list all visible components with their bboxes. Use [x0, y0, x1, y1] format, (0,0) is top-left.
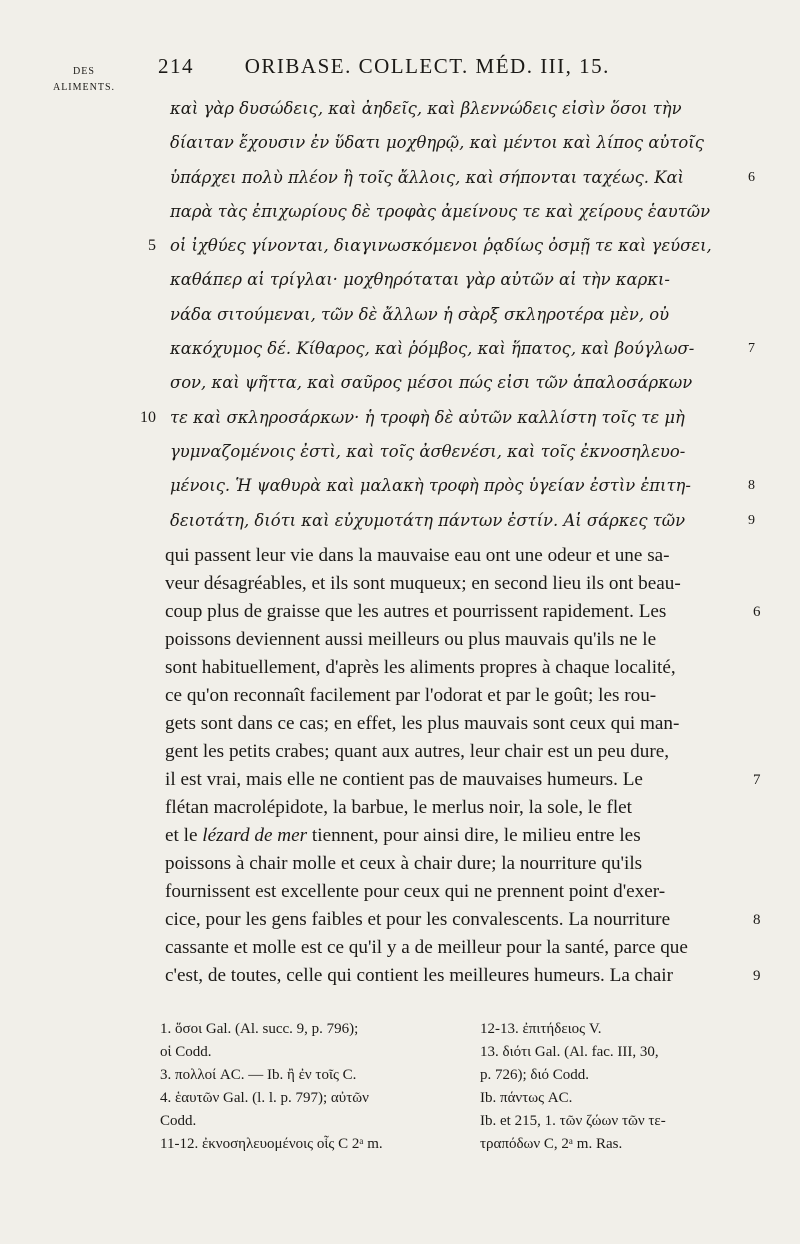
- french-line: [165, 878, 765, 906]
- french-line-text: il est vrai, mais elle ne contient pas de mauvaises humeurs. Le: [165, 769, 643, 790]
- greek-line: [170, 332, 760, 366]
- greek-line-text: οἱ ἰχθύες γίνονται, διαγινωσκόμενοι ῥᾳδίως ὀσμῇ τε καὶ γεύσει,: [170, 236, 712, 256]
- french-line: [165, 542, 765, 570]
- section-number: 8: [748, 478, 755, 494]
- running-title: ORIBASE. COLLECT. MÉD. III, 15.: [244, 54, 610, 78]
- french-line: [165, 654, 765, 682]
- section-number: 9: [748, 512, 755, 528]
- note-line: Ib. et 215, 1. τῶν ζώων τῶν τε-: [480, 1113, 666, 1129]
- section-number: 7: [748, 341, 755, 357]
- greek-line-text: ὑπάρχει πολὺ πλέον ἢ τοῖς ἄλλοις, καὶ σήπονται ταχέως. Καὶ: [170, 167, 684, 187]
- note-line: 4. ἑαυτῶν Gal. (l. l. p. 797); αὐτῶν: [160, 1090, 369, 1106]
- italic-term: lézard de mer: [202, 825, 308, 846]
- greek-line: [170, 504, 760, 538]
- margin-note-line: ALIMENTS.: [52, 82, 116, 93]
- section-number: 7: [753, 772, 761, 788]
- french-line: [165, 626, 765, 654]
- section-number: 6: [748, 169, 755, 185]
- greek-line: [140, 401, 760, 435]
- greek-line: [170, 195, 760, 229]
- greek-line-text: σον, καὶ ψῆττα, καὶ σαῦρος μέσοι πώς εἰσι τῶν ἁπαλοσάρκων: [170, 373, 693, 393]
- note-line: p. 726); διό Codd.: [480, 1067, 590, 1083]
- margin-note: [44, 64, 124, 96]
- french-line-text: ce qu'on reconnaît facilement par l'odorat et par le goût; les rou-: [165, 685, 657, 706]
- notes-column-left: [160, 1018, 480, 1156]
- greek-line-text: δειοτάτη, διότι καὶ εὐχυμοτάτη πάντων ἐστίν. Αἱ σάρκες τῶν: [170, 510, 686, 530]
- line-number: 10: [140, 408, 156, 426]
- greek-line-text: καθάπερ αἱ τρίγλαι· μοχθηρόταται γὰρ αὐτῶν αἱ τὴν καρκι-: [170, 270, 670, 290]
- greek-line: [170, 126, 760, 160]
- french-line-text: c'est, de toutes, celle qui contient les meilleures humeurs. La chair: [165, 965, 674, 986]
- french-line-text: fournissent est excellente pour ceux qui ne prennent point d'exer-: [165, 881, 666, 902]
- note-line: 12-13. ἐπιτήδειος V.: [480, 1021, 602, 1037]
- running-header: [158, 54, 658, 79]
- line-number: 5: [148, 237, 156, 255]
- french-line-text: sont habituellement, d'après les aliments propres à chaque localité,: [165, 657, 676, 678]
- french-line-text: poissons à chair molle et ceux à chair dure; la nourriture qu'ils: [165, 853, 643, 874]
- french-line: [165, 850, 765, 878]
- note-line: 1. ὅσοι Gal. (Al. succ. 9, p. 796);: [160, 1021, 359, 1037]
- page-number: 214: [158, 54, 194, 78]
- greek-line-text: παρὰ τὰς ἐπιχωρίους δὲ τροφὰς ἀμείνους τε καὶ χείρους ἑαυτῶν: [170, 201, 711, 221]
- french-line: [165, 906, 765, 934]
- french-line-text: poissons deviennent aussi meilleurs ou plus mauvais qu'ils ne le: [165, 629, 657, 650]
- greek-line: [170, 263, 760, 297]
- french-line-text: gets sont dans ce cas; en effet, les plus mauvais sont ceux qui man-: [165, 713, 680, 734]
- french-line-text: gent les petits crabes; quant aux autres, leur chair est un peu dure,: [165, 741, 670, 762]
- greek-line: [148, 229, 760, 263]
- note-line: 11-12. ἐκνοσηλευομένοις οἷς C 2ᵃ m.: [160, 1136, 383, 1152]
- french-line-text: qui passent leur vie dans la mauvaise eau ont une odeur et une sa-: [165, 545, 670, 566]
- french-line: [165, 962, 765, 990]
- french-line-text: cice, pour les gens faibles et pour les convalescents. La nourriture: [165, 909, 671, 930]
- french-line: [165, 794, 765, 822]
- greek-line-text: καὶ γὰρ δυσώδεις, καὶ ἀηδεῖς, καὶ βλεννώδεις εἰσὶν ὅσοι τὴν: [170, 99, 682, 118]
- french-line-text: cassante et molle est ce qu'il y a de meilleur pour la santé, parce que: [165, 937, 688, 958]
- french-line-text: coup plus de graisse que les autres et pourrissent rapidement. Les: [165, 601, 667, 622]
- greek-line: [170, 161, 760, 195]
- note-line: οἱ Codd.: [160, 1044, 212, 1060]
- french-line: [165, 570, 765, 598]
- french-line: [165, 738, 765, 766]
- notes-column-right: [480, 1018, 760, 1156]
- greek-line-text: μένοις. Ἡ ψαθυρὰ καὶ μαλακὴ τροφὴ πρὸς ὑγείαν ἐστὶν ἐπιτη-: [170, 476, 691, 496]
- french-line-text: flétan macrolépidote, la barbue, le merlus noir, la sole, le flet: [165, 797, 633, 818]
- section-number: 6: [753, 604, 761, 620]
- greek-line: [170, 366, 760, 400]
- greek-line-text: τε καὶ σκληροσάρκων· ἡ τροφὴ δὲ αὐτῶν καλλίστη τοῖς τε μὴ: [170, 407, 685, 427]
- greek-line-text: κακόχυμος δέ. Κίθαρος, καὶ ῥόμβος, καὶ ἥπατος, καὶ βούγλωσ-: [170, 339, 695, 359]
- greek-line: [170, 469, 760, 503]
- margin-note-line: DES: [73, 66, 95, 77]
- greek-text-block: [140, 92, 760, 538]
- french-line-text: veur désagréables, et ils sont muqueux; en second lieu ils ont beau-: [165, 573, 681, 594]
- note-line: τραπόδων C, 2ᵃ m. Ras.: [480, 1136, 623, 1152]
- french-line: [165, 598, 765, 626]
- french-line: [165, 710, 765, 738]
- section-number: 8: [753, 912, 761, 928]
- french-line-text: tiennent, pour ainsi dire, le milieu entre les: [307, 825, 641, 846]
- french-line: [165, 766, 765, 794]
- greek-line: [170, 435, 760, 469]
- note-line: 13. διότι Gal. (Al. fac. III, 30,: [480, 1044, 659, 1060]
- note-line: Codd.: [160, 1113, 197, 1129]
- french-line: [165, 682, 765, 710]
- french-line-text: et le: [165, 825, 203, 846]
- greek-line-text: νάδα σιτούμεναι, τῶν δὲ ἄλλων ἡ σὰρξ σκληροτέρα μὲν, οὐ: [170, 304, 670, 324]
- note-line: 3. πολλοί AC. — Ib. ἢ ἐν τοῖς C.: [160, 1067, 357, 1083]
- greek-line-text: δίαιταν ἔχουσιν ἐν ὕδατι μοχθηρῷ, καὶ μέντοι καὶ λίπος αὐτοῖς: [170, 133, 704, 153]
- section-number: 9: [753, 968, 761, 984]
- greek-line: [170, 92, 760, 126]
- french-line: [165, 934, 765, 962]
- french-translation-block: [165, 542, 765, 990]
- french-line: [165, 822, 765, 850]
- greek-line: [170, 298, 760, 332]
- note-line: Ib. πάντως AC.: [480, 1090, 573, 1106]
- greek-line-text: γυμναζομένοις ἐστὶ, καὶ τοῖς ἀσθενέσι, καὶ τοῖς ἐκνοσηλευο-: [170, 441, 686, 461]
